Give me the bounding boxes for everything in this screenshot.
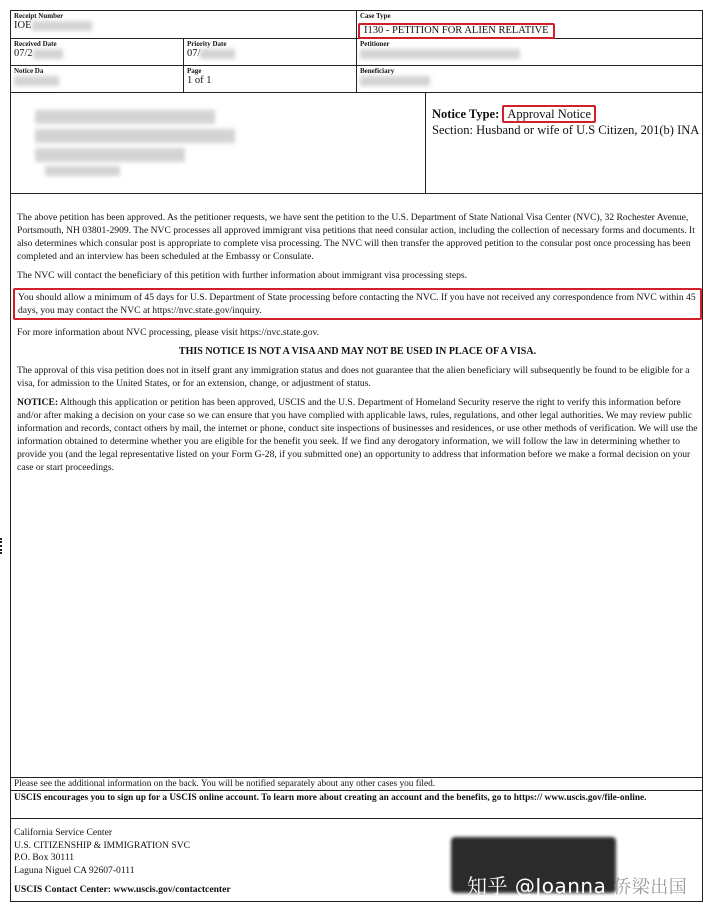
not-a-visa-warning: THIS NOTICE IS NOT A VISA AND MAY NOT BE USED IN PLACE OF A VISA. xyxy=(178,346,537,357)
received-date-cell xyxy=(11,39,183,65)
notice-text: Although this application or petition has been approved, USCIS and the U.S. Department of Homeland Security reserve the right to verify this information before and/or after making a decision on your case so we can ensure that you have complied with applicable laws, rules, regulations, and other legal authorities. We may review public information and records, contact others by mail, the internet or phone, conduct site inspections of businesses and residences, or use other methods of verification. We will use the information obtained to determine whether you are eligible for the benefit you seek. If we find any derogatory information, we will follow the law in determining whether to provide you (and the legal representative listed on your Form G-28, if you submitted one) an opportunity to address that information before we make a formal decision on your case or start proceedings. xyxy=(17,397,698,473)
redacted-address-line-2 xyxy=(35,129,235,143)
page-label: Page xyxy=(187,67,202,75)
petitioner-cell xyxy=(356,39,702,65)
case-type-label: Case Type xyxy=(360,12,391,20)
watermark xyxy=(451,833,711,899)
notice-type-block xyxy=(432,106,700,138)
online-account-box: USCIS encourages you to sign up for a USCIS online account. To learn more about creating an account and the benefits, go to https:// www.uscis.gov/file-online. xyxy=(11,791,702,819)
header-row-2 xyxy=(11,39,702,66)
watermark-tail: 侨梁出国 xyxy=(613,877,688,898)
priority-date-label: Priority Date xyxy=(187,40,227,48)
redacted-address-line-1 xyxy=(35,110,215,124)
watermark-text: 知乎 @Joanna 侨梁出国 xyxy=(467,874,688,898)
petitioner-value xyxy=(360,48,699,60)
address-line: Laguna Niguel CA 92607-0111 xyxy=(14,864,135,876)
notice-type-line xyxy=(432,106,700,122)
contact-center: USCIS Contact Center: www.uscis.gov/contactcenter xyxy=(14,884,231,895)
paragraph-approval: The above petition has been approved. As the petitioner requests, we have sent the petition to the U.S. Department of State National Visa Center (NVC), 32 Rochester Avenue, Portsmouth, NH 03801-2909. The NVC processes all approved immigrant visa petitions that need consular action, including the collection of necessary forms and documents. It also determines which consular post is appropriate to complete visa processing. The NVC will then transfer the approved petition to the consular post once processing has been completed and an interview has been scheduled at the Embassy or Consulate. xyxy=(17,212,695,262)
redacted-received-date xyxy=(33,49,63,59)
redacted-petitioner xyxy=(360,49,520,59)
redacted-notice-date xyxy=(14,76,59,86)
paragraph-notice xyxy=(17,396,698,474)
header-row-3 xyxy=(11,66,702,93)
edge-mark xyxy=(0,538,4,554)
received-date-label: Received Date xyxy=(14,40,57,48)
notice-type-value: Approval Notice xyxy=(502,105,596,123)
page-value: 1 of 1 xyxy=(187,75,212,86)
beneficiary-label: Beneficiary xyxy=(360,67,395,75)
additional-info-line: Please see the additional information on the back. You will be notified separately about any other cases you filed. xyxy=(11,777,702,791)
priority-date-cell xyxy=(183,39,356,65)
mailing-address-block xyxy=(11,93,426,193)
redacted-receipt xyxy=(32,21,92,31)
paragraph-nvc-contact: The NVC will contact the beneficiary of this petition with further information about immigrant visa processing steps. xyxy=(17,270,468,281)
notice-date-label: Notice Da xyxy=(14,67,44,75)
redacted-priority-date xyxy=(200,49,235,59)
page-cell xyxy=(183,66,356,92)
beneficiary-cell xyxy=(356,66,702,92)
address-line: California Service Center xyxy=(14,827,113,838)
redacted-address-line-3 xyxy=(35,148,185,162)
received-date-value: 07/2 xyxy=(14,48,180,60)
notice-label: NOTICE: xyxy=(17,397,59,408)
receipt-number-cell xyxy=(11,11,356,38)
notice-date-value xyxy=(14,75,180,87)
paragraph-45-days: You should allow a minimum of 45 days for U.S. Department of State processing before contacting the NVC. If you have not received any correspondence from NVC within 45 days, you may contact the NVC at https://nvc.state.gov/inquiry. xyxy=(13,288,702,320)
notice-section: Section: Husband or wife of U.S Citizen, 201(b) INA xyxy=(432,123,700,137)
notice-block xyxy=(11,93,702,194)
paragraph-status-disclaimer: The approval of this visa petition does not in itself grant any immigration status and does not guarantee that the alien beneficiary will subsequently be found to be eligible for a visa, for admission to the United States, or for an extension, change, or adjustment of status. xyxy=(17,365,690,389)
address-line: U.S. CITIZENSHIP & IMMIGRATION SVC xyxy=(14,839,191,851)
service-center-address xyxy=(14,827,190,877)
header-row-1 xyxy=(11,11,702,39)
petitioner-label: Petitioner xyxy=(360,40,390,48)
notice-type-label: Notice Type: xyxy=(432,107,500,121)
notice-date-cell xyxy=(11,66,183,92)
paragraph-more-info: For more information about NVC processing, please visit https://nvc.state.gov. xyxy=(17,327,320,338)
case-type-value: I130 - PETITION FOR ALIEN RELATIVE xyxy=(358,23,555,39)
approval-notice-page xyxy=(10,10,703,902)
receipt-number-label: Receipt Number xyxy=(14,12,64,20)
priority-date-value: 07/ xyxy=(187,48,353,60)
notice-body xyxy=(17,211,698,480)
redacted-address-line-4 xyxy=(45,166,120,176)
redacted-beneficiary xyxy=(360,76,430,86)
beneficiary-value xyxy=(360,75,699,87)
receipt-number-value: IOE xyxy=(14,20,353,32)
case-type-cell xyxy=(356,11,702,38)
address-line: P.O. Box 30111 xyxy=(14,852,75,863)
